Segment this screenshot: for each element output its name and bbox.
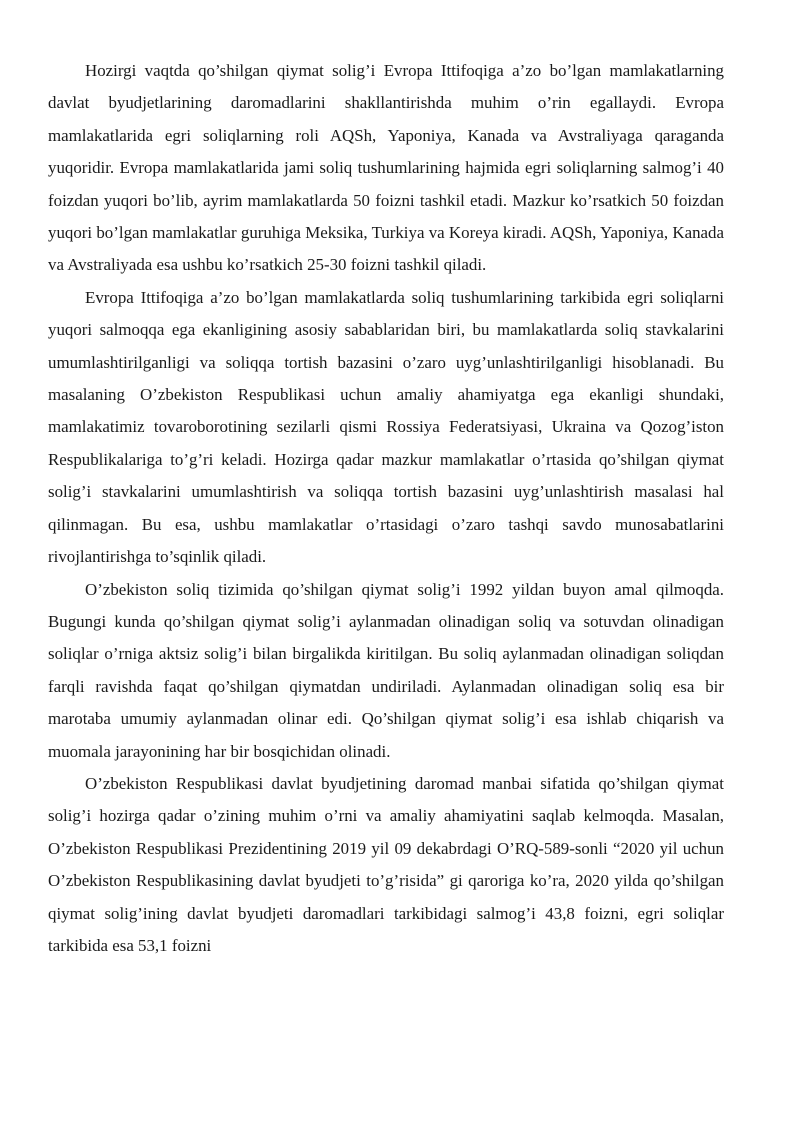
- document-body: [48, 55, 724, 962]
- paragraph-3: O’zbekiston soliq tizimida qo’shilgan qiymat solig’i 1992 yildan buyon amal qilmoqda. Bugungi kunda qo’shilgan qiymat solig’i aylanmadan olinadigan soliq va sotuvdan olinadigan soliqlar o’rniga aktsiz solig’i bilan birgalikda kiritilgan. Bu soliq aylanmadan olinadigan soliqdan farqli ravishda faqat qo’shilgan qiymatdan undiriladi. Aylanmadan olinadigan soliq esa bir marotaba umumiy aylanmadan olinar edi. Qo’shilgan qiymat solig’i esa ishlab chiqarish va muomala jarayonining har bir bosqichidan olinadi.: [48, 579, 724, 761]
- paragraph-4: O’zbekiston Respublikasi davlat byudjetining daromad manbai sifatida qo’shilgan qiymat solig’i hozirga qadar o’zining muhim o’rni va amaliy ahamiyatini saqlab kelmoqda. Masalan, O’zbekiston Respublikasi Prezidentining 2019 yil 09 dekabrdagi O’RQ-589-sonli “2020 yil uchun O’zbekiston Respublikasining davlat byudjeti to’g’risida” gi qaroriga ko’ra, 2020 yilda qo’shilgan qiymat solig’ining davlat byudjeti daromadlari tarkibidagi salmog’i 43,8 foizni, egri soliqlar tarkibida esa 53,1 foizni: [48, 773, 724, 955]
- paragraph-2: Evropa Ittifoqiga a’zo bo’lgan mamlakatlarda soliq tushumlarining tarkibida egri soliqlarni yuqori salmoqqa ega ekanligining asosiy sabablaridan biri, bu mamlakatlarda soliq stavkalarini umumlashtirilganligi va soliqqa tortish bazasini o’zaro uyg’unlashtirilganligi hisoblanadi. Bu masalaning O’zbekiston Respublikasi uchun amaliy ahamiyatga ega ekanligi shundaki, mamlakatimiz tovaroborotining sezilarli qismi Rossiya Federatsiyasi, Ukraina va Qozog’iston Respublikalariga to’g’ri keladi. Hozirga qadar mazkur mamlakatlar o’rtasida qo’shilgan qiymat solig’i stavkalarini umumlashtirish va soliqqa tortish bazasini uyg’unlashtirish masalasi hal qilinmagan. Bu esa, ushbu mamlakatlar o’rtasidagi o’zaro tashqi savdo munosabatlarini rivojlantirishga to’sqinlik qiladi.: [48, 287, 724, 567]
- paragraph-1: Hozirgi vaqtda qo’shilgan qiymat solig’i Evropa Ittifoqiga a’zo bo’lgan mamlakatlarning davlat byudjetlarining daromadlarini shakllantirishda muhim o’rin egallaydi. Evropa mamlakatlarida egri soliqlarning roli AQSh, Yaponiya, Kanada va Avstraliyaga qaraganda yuqoridir. Evropa mamlakatlarida jami soliq tushumlarining hajmida egri soliqlarning salmog’i 40 foizdan yuqori bo’lib, ayrim mamlakatlarda 50 foizni tashkil etadi. Mazkur ko’rsatkich 50 foizdan yuqori bo’lgan mamlakatlar guruhiga Meksika, Turkiya va Koreya kiradi. AQSh, Yaponiya, Kanada va Avstraliyada esa ushbu ko’rsatkich 25-30 foizni tashkil qiladi.: [48, 61, 724, 275]
